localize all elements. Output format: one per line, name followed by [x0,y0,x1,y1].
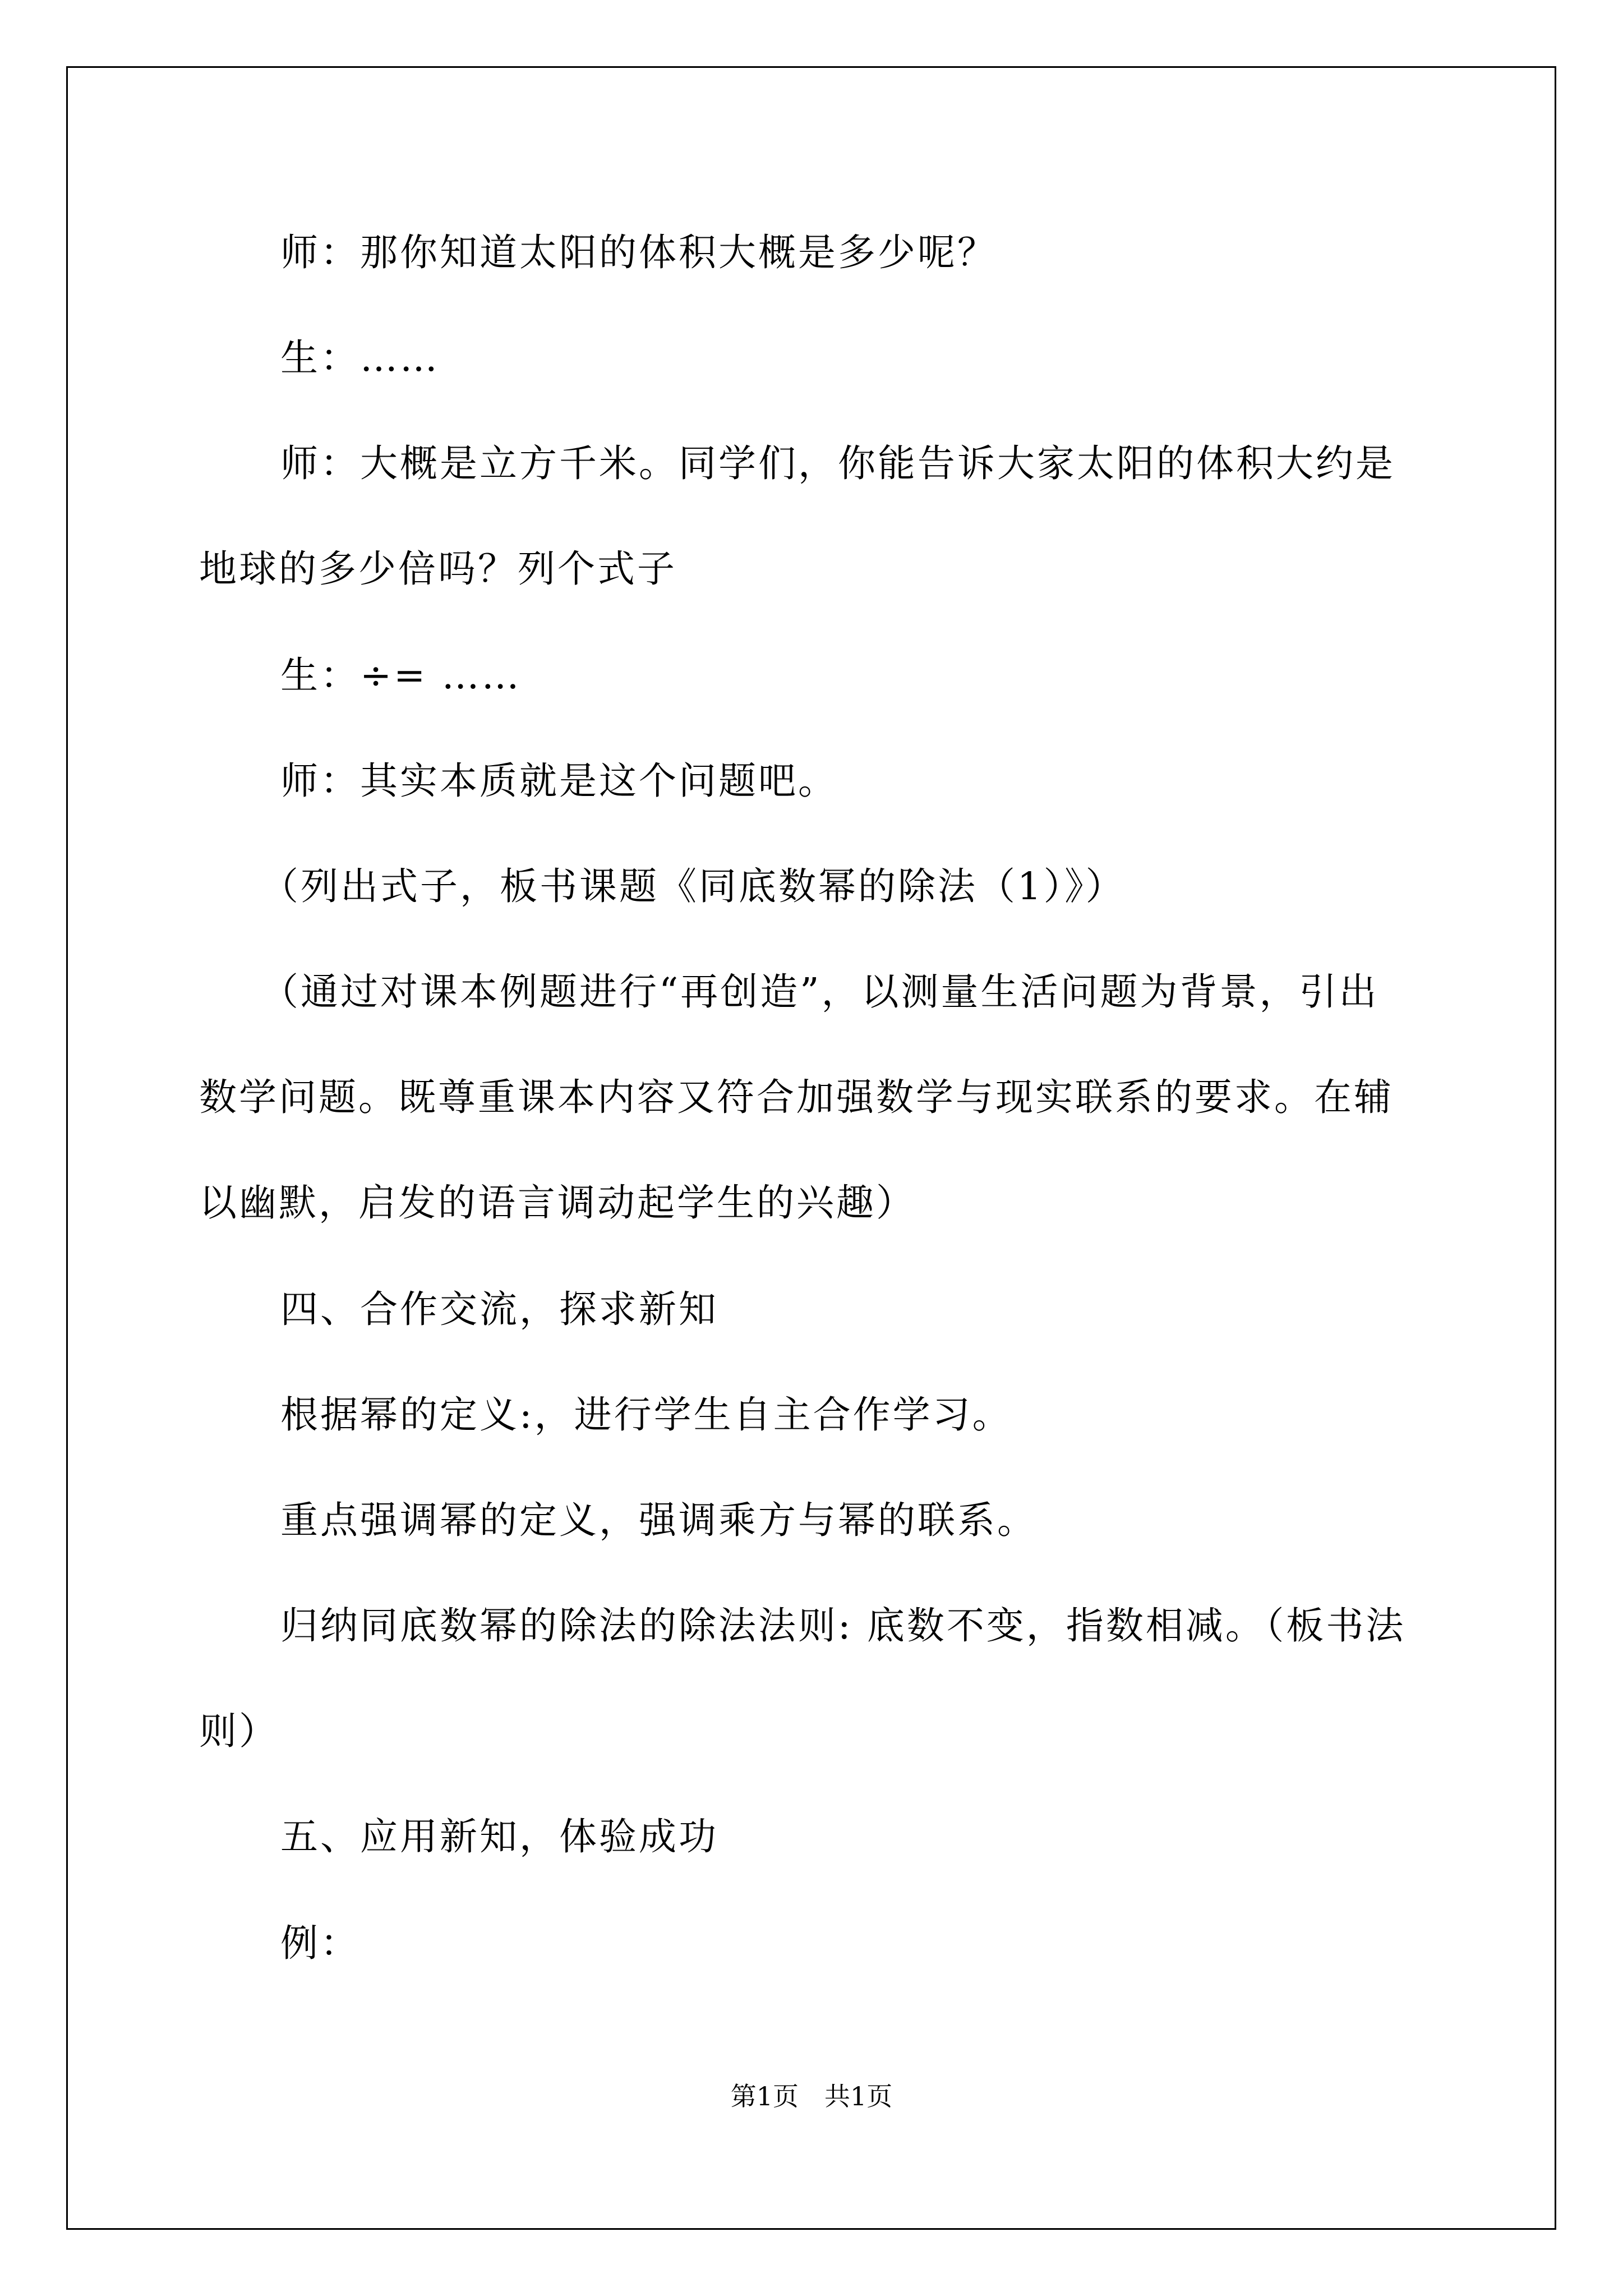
text-line-14: 归纳同底数幂的除法的除法法则: 底数不变，指数相减。（板书法 [280,1604,1406,1648]
text-line-2: 生：…… [280,336,440,380]
text-line-7: （列出式子，板书课题《同底数幂的除法（1）》） [261,864,1126,908]
text-line-9: 数学问题。既尊重课本内容又符合加强数学与现实联系的要求。在辅 [199,1075,1394,1119]
text-line-17: 例： [280,1921,360,1965]
text-line-5: 生：÷= …… [280,654,522,697]
text-line-4: 地球的多少倍吗？列个式子 [199,547,677,591]
page-footer: 第1页 共1页 [730,2081,893,2111]
page-border [66,66,1556,2230]
text-line-1: 师：那你知道太阳的体积大概是多少呢？ [280,231,997,274]
text-line-8: （通过对课本例题进行“再创造”，以测量生活问题为背景，引出 [261,970,1379,1014]
text-line-10: 以幽默，启发的语言调动起学生的兴趣） [199,1181,916,1225]
text-line-6: 师：其实本质就是这个问题吧。 [280,759,838,803]
text-line-12: 根据幂的定义:，进行学生自主合作学习。 [280,1393,1012,1437]
text-line-11: 四、合作交流，探求新知 [280,1287,718,1331]
text-line-3: 师：大概是立方千米。同学们，你能告诉大家太阳的体积大约是 [280,441,1395,485]
text-line-13: 重点强调幂的定义，强调乘方与幂的联系。 [280,1498,1037,1542]
text-line-15: 则） [199,1709,279,1753]
text-line-16: 五、应用新知，体验成功 [280,1815,718,1858]
